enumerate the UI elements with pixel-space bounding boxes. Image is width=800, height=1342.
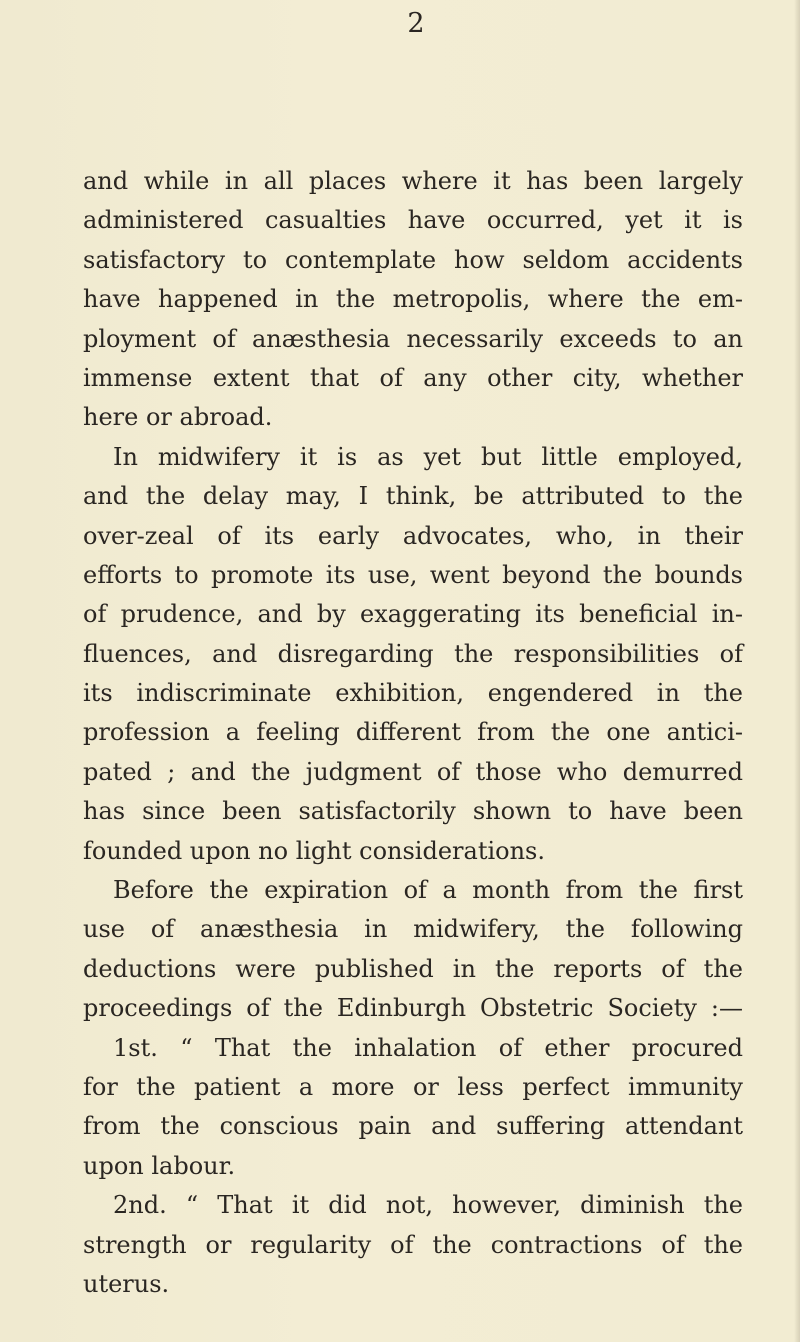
text-line: use of anæsthesia in midwifery, the following xyxy=(83,915,743,944)
text-line: fluences, and disregarding the responsibilities of xyxy=(83,639,743,668)
text-line: from the conscious pain and suffering attendant xyxy=(83,1112,743,1141)
text-line: immense extent that of any other city, whether xyxy=(83,363,743,392)
text-line: In midwifery it is as yet but little employed, xyxy=(113,442,743,471)
text-line: of prudence, and by exaggerating its beneficial in- xyxy=(83,600,743,629)
paragraph-1 xyxy=(83,162,743,438)
text-line: its indiscriminate exhibition, engendered in the xyxy=(83,679,743,708)
text-line: has since been satisfactorily shown to have been xyxy=(83,797,743,826)
text-line: have happened in the metropolis, where the em- xyxy=(83,285,743,314)
text-line: ployment of anæsthesia necessarily exceeds to an xyxy=(83,324,743,353)
page-number: 2 xyxy=(407,8,425,39)
text-line: profession a feeling different from the one antici- xyxy=(83,718,743,747)
paragraph-5 xyxy=(83,1186,743,1304)
body-text xyxy=(83,162,743,1304)
paragraph-2 xyxy=(83,438,743,871)
text-line: here or abroad. xyxy=(83,403,273,432)
text-line: deductions were published in the reports of the xyxy=(83,954,743,983)
text-line: 2nd. “ That it did not, however, diminish the xyxy=(113,1191,743,1220)
text-line: pated ; and the judgment of those who demurred xyxy=(83,757,743,786)
text-line: founded upon no light considerations. xyxy=(83,836,545,865)
text-line: upon labour. xyxy=(83,1151,236,1180)
text-line: 1st. “ That the inhalation of ether procured xyxy=(113,1033,743,1062)
text-line: satisfactory to contemplate how seldom accidents xyxy=(83,245,743,274)
text-line: proceedings of the Edinburgh Obstetric Society :— xyxy=(83,994,743,1023)
page-edge-shadow xyxy=(794,0,800,1342)
paragraph-3 xyxy=(83,871,743,1029)
text-line: for the patient a more or less perfect immunity xyxy=(83,1072,743,1101)
text-line: efforts to promote its use, went beyond the bounds xyxy=(83,560,743,589)
text-line: Before the expiration of a month from the first xyxy=(113,876,743,905)
text-line: and the delay may, I think, be attributed to the xyxy=(83,482,743,511)
text-line: and while in all places where it has been largely xyxy=(83,167,743,195)
text-line: over-zeal of its early advocates, who, in their xyxy=(83,521,743,550)
text-line: administered casualties have occurred, yet it is xyxy=(83,206,743,235)
text-line: uterus. xyxy=(83,1269,170,1298)
paragraph-4 xyxy=(83,1029,743,1187)
text-line: strength or regularity of the contractions of the xyxy=(83,1230,743,1259)
